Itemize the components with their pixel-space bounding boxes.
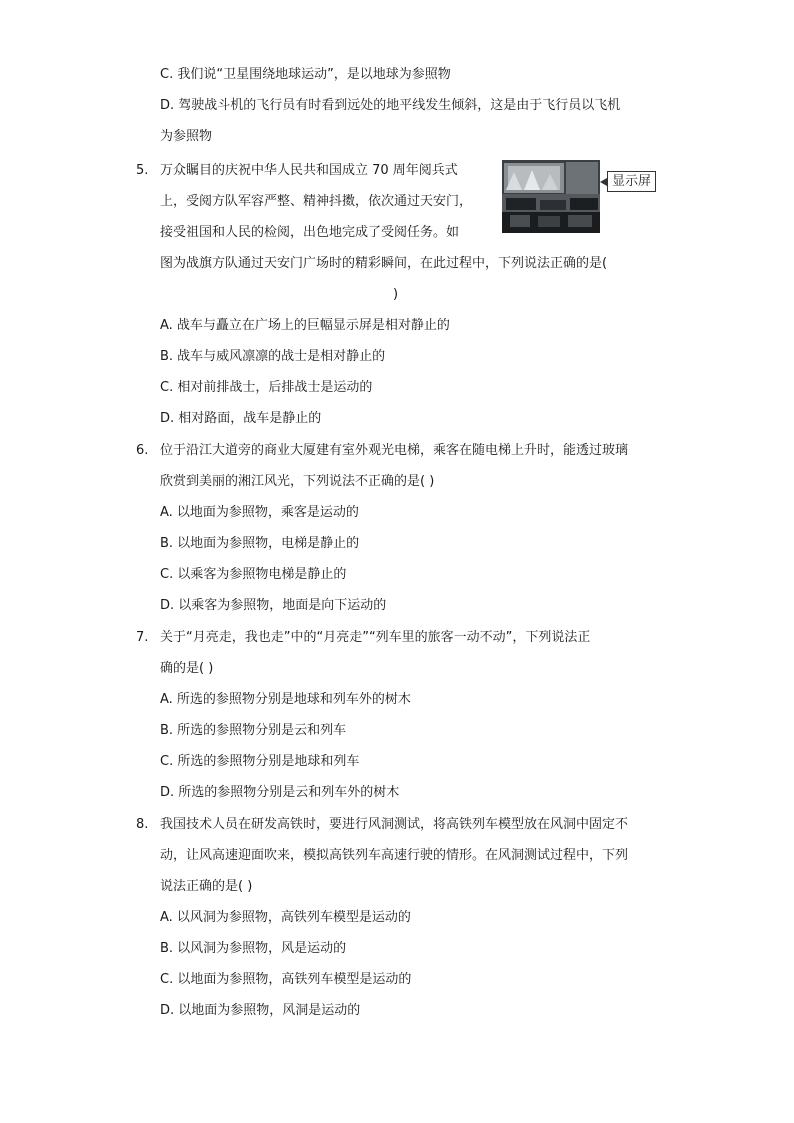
display-screen-label: 显示屏 <box>607 171 656 192</box>
question-7-option-a: A. 所选的参照物分别是地球和列车外的树木 <box>160 692 411 707</box>
question-8-option-b: B. 以风洞为参照物，风是运动的 <box>160 941 347 956</box>
question-6-stem-line2: 欣赏到美丽的湘江风光，下列说法不正确的是( ) <box>160 474 435 489</box>
question-7-option-d: D. 所选的参照物分别是云和列车外的树木 <box>160 785 400 800</box>
question-5-stem-line5: ) <box>393 287 399 302</box>
question-8-option-a: A. 以风洞为参照物，高铁列车模型是运动的 <box>160 910 411 925</box>
prev-option-d-line1: D. 驾驶战斗机的飞行员有时看到远处的地平线发生倾斜，这是由于飞行员以飞机 <box>160 98 621 113</box>
question-7-option-c: C. 所选的参照物分别是地球和列车 <box>160 754 360 769</box>
question-8-number: 8. <box>136 817 149 832</box>
callout-pointer <box>600 178 607 186</box>
question-6-option-a: A. 以地面为参照物，乘客是运动的 <box>160 505 359 520</box>
prev-option-c: C. 我们说“卫星围绕地球运动”，是以地球为参照物 <box>160 67 451 82</box>
question-6-option-d: D. 以乘客为参照物，地面是向下运动的 <box>160 598 387 613</box>
question-8-stem-line1: 我国技术人员在研发高铁时，要进行风洞测试，将高铁列车模型放在风洞中固定不 <box>160 817 629 832</box>
question-8-stem-line2: 动，让风高速迎面吹来，模拟高铁列车高速行驶的情形。在风洞测试过程中，下列 <box>160 848 629 863</box>
question-7-stem-line1: 关于“月亮走，我也走”中的“月亮走”“列车里的旅客一动不动”，下列说法正 <box>160 630 591 645</box>
question-6-option-b: B. 以地面为参照物，电梯是静止的 <box>160 536 360 551</box>
question-5-option-b: B. 战车与威风凛凛的战士是相对静止的 <box>160 349 386 364</box>
question-5-option-d: D. 相对路面，战车是静止的 <box>160 411 322 426</box>
question-5-stem-line3: 接受祖国和人民的检阅，出色地完成了受阅任务。如 <box>160 225 460 240</box>
question-5-option-c: C. 相对前排战士，后排战士是运动的 <box>160 380 373 395</box>
question-6-stem-line1: 位于沿江大道旁的商业大厦建有室外观光电梯，乘客在随电梯上升时，能透过玻璃 <box>160 443 629 458</box>
question-5-stem-line4: 图为战旗方队通过天安门广场时的精彩瞬间，在此过程中，下列说法正确的是( <box>160 256 608 271</box>
parade-photo <box>502 160 600 233</box>
question-8-stem-line3: 说法正确的是( ) <box>160 879 253 894</box>
question-7-number: 7. <box>136 630 149 645</box>
question-5-stem-line1: 万众瞩目的庆祝中华人民共和国成立 70 周年阅兵式 <box>160 163 458 178</box>
prev-option-d-line2: 为参照物 <box>160 129 213 144</box>
question-7-stem-line2: 确的是( ) <box>160 661 214 676</box>
question-7-option-b: B. 所选的参照物分别是云和列车 <box>160 723 347 738</box>
question-5-stem-line2: 上，受阅方队军容严整、精神抖擞，依次通过天安门， <box>160 194 473 209</box>
question-5-number: 5. <box>136 163 149 178</box>
question-8-option-d: D. 以地面为参照物，风洞是运动的 <box>160 1003 361 1018</box>
question-6-number: 6. <box>136 443 149 458</box>
question-6-option-c: C. 以乘客为参照物电梯是静止的 <box>160 567 347 582</box>
question-8-option-c: C. 以地面为参照物，高铁列车模型是运动的 <box>160 972 412 987</box>
question-5-option-a: A. 战车与矗立在广场上的巨幅显示屏是相对静止的 <box>160 318 450 333</box>
